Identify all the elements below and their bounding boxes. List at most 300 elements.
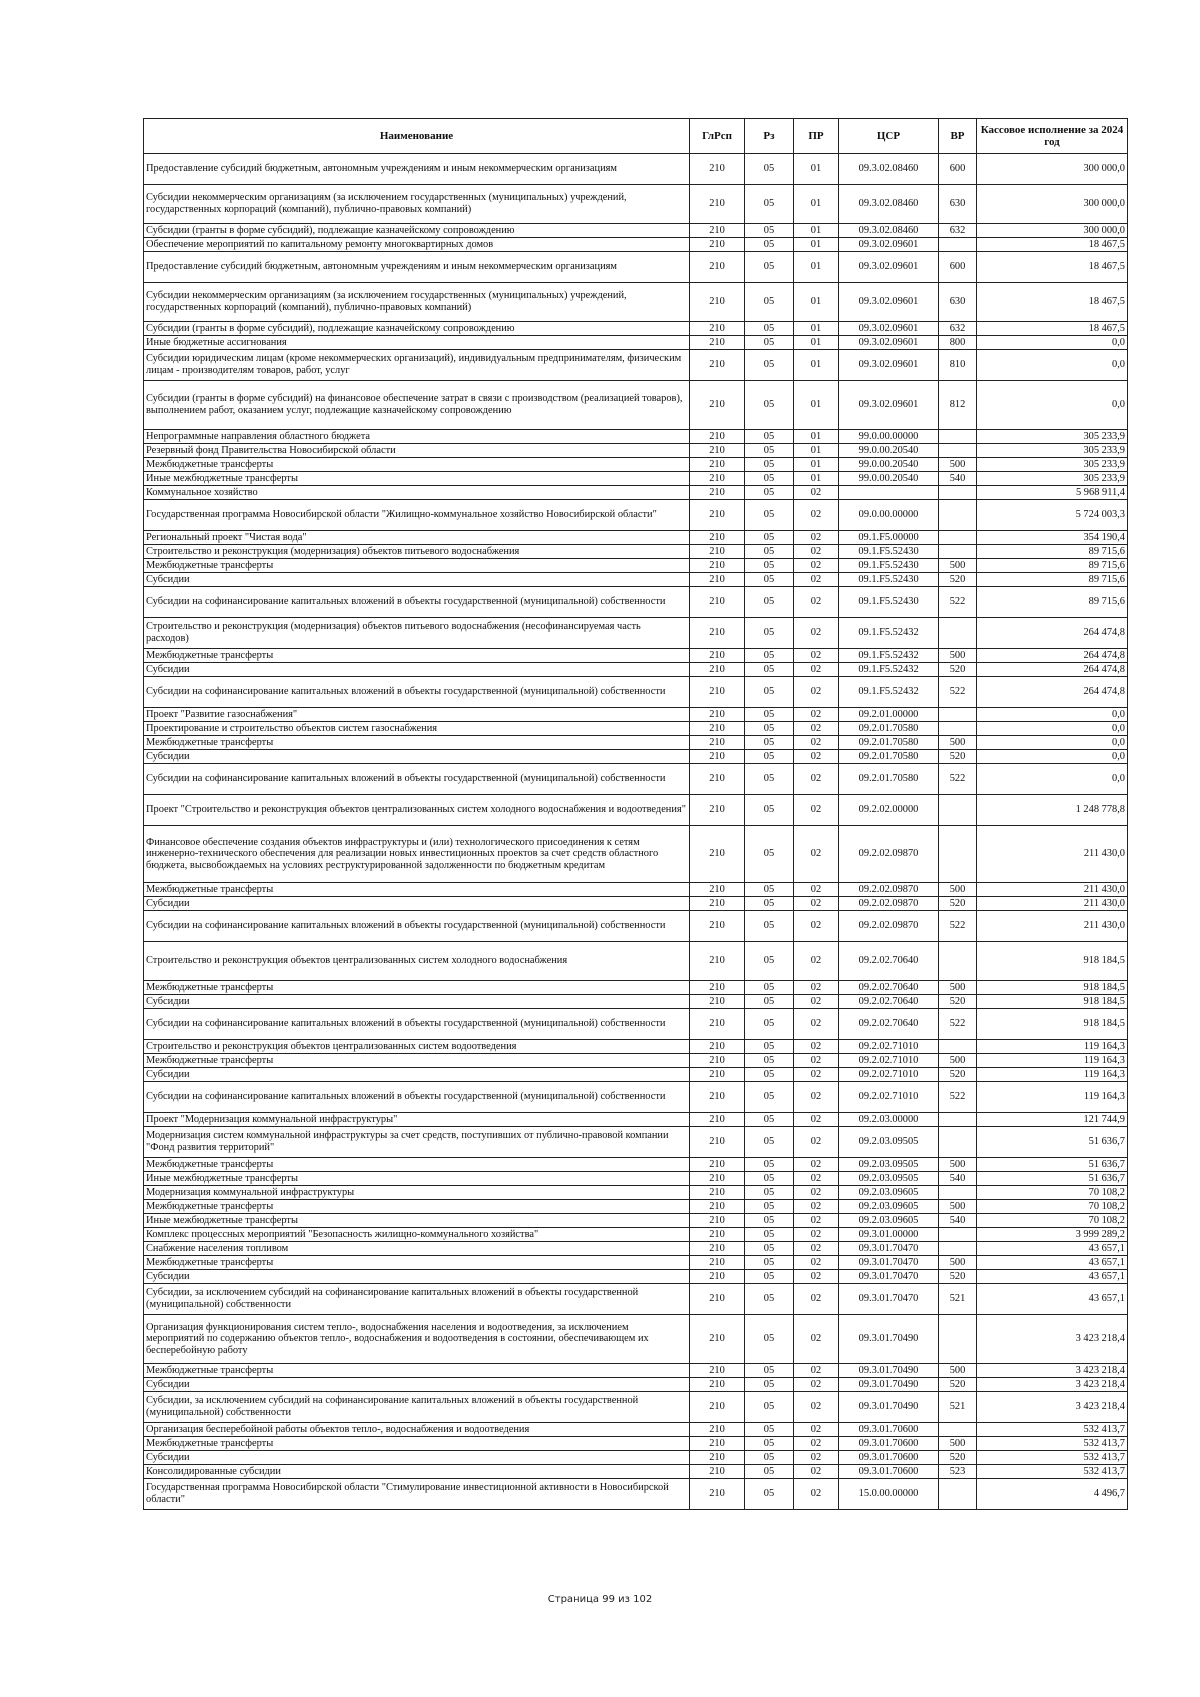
cell-vr: 500 <box>939 1437 977 1451</box>
cell-vr: 812 <box>939 381 977 430</box>
cell-rz: 05 <box>745 283 794 322</box>
cell-vr: 632 <box>939 322 977 336</box>
cell-pr: 02 <box>794 1479 839 1510</box>
cell-rz: 05 <box>745 1392 794 1423</box>
cell-name: Субсидии некоммерческим организациям (за исключением государственных (муниципальных) учреждений, государственных корпораций (компаний), публично-правовых компаний) <box>144 185 690 224</box>
cell-amount: 18 467,5 <box>977 283 1128 322</box>
table-row <box>144 722 1128 736</box>
cell-csr: 99.0.00.20540 <box>839 444 939 458</box>
cell-vr: 520 <box>939 1068 977 1082</box>
cell-glrsp: 210 <box>690 430 745 444</box>
cell-amount: 3 999 289,2 <box>977 1228 1128 1242</box>
cell-csr: 09.2.02.70640 <box>839 1009 939 1040</box>
table-row <box>144 1242 1128 1256</box>
table-row <box>144 472 1128 486</box>
cell-csr: 09.2.02.70640 <box>839 942 939 981</box>
cell-amount: 89 715,6 <box>977 573 1128 587</box>
cell-glrsp: 210 <box>690 708 745 722</box>
cell-glrsp: 210 <box>690 283 745 322</box>
cell-name: Субсидии <box>144 1451 690 1465</box>
cell-name: Межбюджетные трансферты <box>144 458 690 472</box>
cell-glrsp: 210 <box>690 252 745 283</box>
cell-rz: 05 <box>745 1228 794 1242</box>
cell-name: Резервный фонд Правительства Новосибирской области <box>144 444 690 458</box>
cell-vr: 632 <box>939 224 977 238</box>
cell-pr: 02 <box>794 1451 839 1465</box>
cell-rz: 05 <box>745 649 794 663</box>
table-row <box>144 1256 1128 1270</box>
cell-amount: 3 423 218,4 <box>977 1392 1128 1423</box>
cell-vr <box>939 545 977 559</box>
cell-rz: 05 <box>745 981 794 995</box>
table-row <box>144 573 1128 587</box>
cell-vr: 500 <box>939 1200 977 1214</box>
cell-pr: 02 <box>794 587 839 618</box>
cell-rz: 05 <box>745 750 794 764</box>
cell-name: Региональный проект "Чистая вода" <box>144 531 690 545</box>
cell-name: Субсидии (гранты в форме субсидий), подлежащие казначейскому сопровождению <box>144 322 690 336</box>
cell-amount: 305 233,9 <box>977 458 1128 472</box>
cell-pr: 02 <box>794 1242 839 1256</box>
cell-amount: 211 430,0 <box>977 911 1128 942</box>
cell-pr: 02 <box>794 618 839 649</box>
cell-amount: 51 636,7 <box>977 1127 1128 1158</box>
cell-csr: 09.1.F5.52432 <box>839 649 939 663</box>
table-row <box>144 663 1128 677</box>
cell-name: Иные межбюджетные трансферты <box>144 1214 690 1228</box>
cell-name: Непрограммные направления областного бюджета <box>144 430 690 444</box>
cell-glrsp: 210 <box>690 1158 745 1172</box>
cell-rz: 05 <box>745 722 794 736</box>
cell-rz: 05 <box>745 883 794 897</box>
cell-name: Межбюджетные трансферты <box>144 1364 690 1378</box>
cell-vr: 540 <box>939 472 977 486</box>
cell-glrsp: 210 <box>690 897 745 911</box>
cell-amount: 119 164,3 <box>977 1040 1128 1054</box>
cell-csr: 09.3.02.09601 <box>839 336 939 350</box>
table-row <box>144 444 1128 458</box>
cell-csr: 09.2.02.00000 <box>839 795 939 826</box>
cell-name: Комплекс процессных мероприятий "Безопасность жилищно-коммунального хозяйства" <box>144 1228 690 1242</box>
cell-vr: 521 <box>939 1392 977 1423</box>
cell-pr: 02 <box>794 1315 839 1364</box>
cell-rz: 05 <box>745 1200 794 1214</box>
cell-pr: 02 <box>794 1113 839 1127</box>
cell-glrsp: 210 <box>690 1437 745 1451</box>
cell-amount: 532 413,7 <box>977 1451 1128 1465</box>
cell-pr: 02 <box>794 911 839 942</box>
cell-pr: 02 <box>794 764 839 795</box>
cell-rz: 05 <box>745 322 794 336</box>
cell-glrsp: 210 <box>690 573 745 587</box>
cell-pr: 02 <box>794 1256 839 1270</box>
table-row <box>144 1451 1128 1465</box>
cell-vr <box>939 618 977 649</box>
cell-amount: 918 184,5 <box>977 981 1128 995</box>
cell-pr: 02 <box>794 750 839 764</box>
cell-vr: 500 <box>939 1256 977 1270</box>
table-row <box>144 531 1128 545</box>
cell-pr: 02 <box>794 663 839 677</box>
table-row <box>144 224 1128 238</box>
cell-name: Иные бюджетные ассигнования <box>144 336 690 350</box>
cell-rz: 05 <box>745 472 794 486</box>
cell-pr: 02 <box>794 1270 839 1284</box>
table-header-row <box>144 119 1128 154</box>
cell-vr: 522 <box>939 911 977 942</box>
table-row <box>144 1172 1128 1186</box>
cell-pr: 01 <box>794 444 839 458</box>
cell-glrsp: 210 <box>690 350 745 381</box>
table-row <box>144 618 1128 649</box>
cell-name: Межбюджетные трансферты <box>144 883 690 897</box>
cell-glrsp: 210 <box>690 942 745 981</box>
cell-vr <box>939 708 977 722</box>
table-row <box>144 1423 1128 1437</box>
cell-pr: 02 <box>794 1009 839 1040</box>
cell-vr: 522 <box>939 1009 977 1040</box>
header-glrsp: ГлРсп <box>690 119 745 154</box>
table-row <box>144 750 1128 764</box>
cell-glrsp: 210 <box>690 1256 745 1270</box>
header-amount: Кассовое исполнение за 2024 год <box>977 119 1128 154</box>
cell-vr: 500 <box>939 1364 977 1378</box>
cell-csr: 09.3.02.09601 <box>839 283 939 322</box>
table-row <box>144 322 1128 336</box>
cell-vr: 540 <box>939 1214 977 1228</box>
cell-name: Строительство и реконструкция (модернизация) объектов питьевого водоснабжения <box>144 545 690 559</box>
cell-csr: 09.2.02.09870 <box>839 911 939 942</box>
cell-amount: 89 715,6 <box>977 559 1128 573</box>
cell-amount: 18 467,5 <box>977 322 1128 336</box>
table-row <box>144 587 1128 618</box>
table-body <box>144 154 1128 1510</box>
cell-pr: 02 <box>794 722 839 736</box>
cell-amount: 0,0 <box>977 750 1128 764</box>
cell-rz: 05 <box>745 1214 794 1228</box>
cell-amount: 532 413,7 <box>977 1465 1128 1479</box>
table-row <box>144 1054 1128 1068</box>
cell-vr: 630 <box>939 185 977 224</box>
cell-csr: 09.2.02.71010 <box>839 1040 939 1054</box>
cell-rz: 05 <box>745 1127 794 1158</box>
cell-vr <box>939 444 977 458</box>
cell-rz: 05 <box>745 458 794 472</box>
cell-name: Государственная программа Новосибирской области "Жилищно-коммунальное хозяйство Новосибирской области" <box>144 500 690 531</box>
cell-csr: 09.2.02.09870 <box>839 883 939 897</box>
table-row <box>144 1200 1128 1214</box>
table-row <box>144 430 1128 444</box>
cell-rz: 05 <box>745 252 794 283</box>
cell-glrsp: 210 <box>690 911 745 942</box>
cell-amount: 211 430,0 <box>977 897 1128 911</box>
cell-amount: 300 000,0 <box>977 224 1128 238</box>
cell-name: Предоставление субсидий бюджетным, автономным учреждениям и иным некоммерческим организациям <box>144 154 690 185</box>
table-row <box>144 1479 1128 1510</box>
cell-vr: 520 <box>939 897 977 911</box>
cell-pr: 02 <box>794 995 839 1009</box>
cell-pr: 02 <box>794 1364 839 1378</box>
cell-rz: 05 <box>745 1186 794 1200</box>
cell-amount: 264 474,8 <box>977 618 1128 649</box>
cell-name: Субсидии, за исключением субсидий на софинансирование капитальных вложений в объекты государственной (муниципальной) собственности <box>144 1284 690 1315</box>
cell-name: Межбюджетные трансферты <box>144 559 690 573</box>
table-row <box>144 911 1128 942</box>
cell-name: Организация функционирования систем тепло-, водоснабжения населения и водоотведения, за исключением мероприятий по содержанию объектов тепло-, водоснабжения и водоотведения в состоянии, обеспечивающем их бесперебойную работу <box>144 1315 690 1364</box>
cell-name: Субсидии <box>144 573 690 587</box>
cell-pr: 02 <box>794 1465 839 1479</box>
cell-name: Межбюджетные трансферты <box>144 736 690 750</box>
cell-csr: 09.1.F5.52430 <box>839 573 939 587</box>
table-row <box>144 1437 1128 1451</box>
cell-csr: 09.3.01.00000 <box>839 1228 939 1242</box>
cell-rz: 05 <box>745 336 794 350</box>
cell-pr: 02 <box>794 1228 839 1242</box>
cell-rz: 05 <box>745 1068 794 1082</box>
cell-glrsp: 210 <box>690 559 745 573</box>
cell-pr: 02 <box>794 1423 839 1437</box>
cell-amount: 305 233,9 <box>977 430 1128 444</box>
cell-vr: 500 <box>939 883 977 897</box>
cell-name: Субсидии на софинансирование капитальных вложений в объекты государственной (муниципальной) собственности <box>144 1082 690 1113</box>
cell-name: Субсидии на софинансирование капитальных вложений в объекты государственной (муниципальной) собственности <box>144 764 690 795</box>
cell-amount: 3 423 218,4 <box>977 1378 1128 1392</box>
cell-pr: 01 <box>794 430 839 444</box>
cell-csr: 99.0.00.20540 <box>839 472 939 486</box>
cell-rz: 05 <box>745 573 794 587</box>
cell-rz: 05 <box>745 559 794 573</box>
page-number: Страница 99 из 102 <box>547 1594 653 1605</box>
cell-csr: 09.2.03.09505 <box>839 1158 939 1172</box>
cell-glrsp: 210 <box>690 883 745 897</box>
cell-rz: 05 <box>745 795 794 826</box>
cell-csr: 09.1.F5.52430 <box>839 559 939 573</box>
cell-vr <box>939 1423 977 1437</box>
cell-pr: 02 <box>794 545 839 559</box>
cell-pr: 01 <box>794 381 839 430</box>
cell-glrsp: 210 <box>690 1214 745 1228</box>
cell-rz: 05 <box>745 224 794 238</box>
cell-vr <box>939 1113 977 1127</box>
cell-pr: 02 <box>794 736 839 750</box>
table-row <box>144 1214 1128 1228</box>
cell-csr: 09.2.03.09505 <box>839 1127 939 1158</box>
cell-csr: 09.3.02.09601 <box>839 350 939 381</box>
cell-csr: 09.3.01.70490 <box>839 1378 939 1392</box>
cell-csr: 99.0.00.00000 <box>839 430 939 444</box>
cell-name: Обеспечение мероприятий по капитальному ремонту многоквартирных домов <box>144 238 690 252</box>
cell-amount: 3 423 218,4 <box>977 1364 1128 1378</box>
cell-vr: 500 <box>939 981 977 995</box>
cell-name: Иные межбюджетные трансферты <box>144 1172 690 1186</box>
cell-csr: 09.2.01.70580 <box>839 764 939 795</box>
table-row <box>144 1364 1128 1378</box>
cell-glrsp: 210 <box>690 545 745 559</box>
cell-name: Субсидии <box>144 897 690 911</box>
cell-csr: 09.1.F5.52432 <box>839 677 939 708</box>
cell-csr: 09.2.02.70640 <box>839 981 939 995</box>
cell-csr: 09.1.F5.52430 <box>839 587 939 618</box>
cell-name: Субсидии (гранты в форме субсидий), подлежащие казначейскому сопровождению <box>144 224 690 238</box>
cell-csr: 09.2.03.09505 <box>839 1172 939 1186</box>
cell-csr: 09.3.02.08460 <box>839 185 939 224</box>
cell-pr: 02 <box>794 1068 839 1082</box>
table-row <box>144 1082 1128 1113</box>
header-vr: ВР <box>939 119 977 154</box>
table-row <box>144 649 1128 663</box>
cell-name: Субсидии <box>144 750 690 764</box>
cell-amount: 300 000,0 <box>977 154 1128 185</box>
cell-amount: 43 657,1 <box>977 1270 1128 1284</box>
cell-glrsp: 210 <box>690 1479 745 1510</box>
cell-pr: 02 <box>794 1082 839 1113</box>
cell-vr <box>939 430 977 444</box>
cell-csr: 09.3.02.08460 <box>839 224 939 238</box>
cell-glrsp: 210 <box>690 795 745 826</box>
cell-rz: 05 <box>745 1423 794 1437</box>
cell-vr: 520 <box>939 995 977 1009</box>
cell-name: Модернизация систем коммунальной инфраструктуры за счет средств, поступивших от публично-правовой компании "Фонд развития территорий" <box>144 1127 690 1158</box>
cell-amount: 532 413,7 <box>977 1437 1128 1451</box>
cell-csr: 09.3.02.09601 <box>839 252 939 283</box>
cell-name: Модернизация коммунальной инфраструктуры <box>144 1186 690 1200</box>
cell-name: Строительство и реконструкция объектов централизованных систем водоотведения <box>144 1040 690 1054</box>
cell-glrsp: 210 <box>690 322 745 336</box>
cell-rz: 05 <box>745 618 794 649</box>
cell-glrsp: 210 <box>690 618 745 649</box>
cell-rz: 05 <box>745 663 794 677</box>
cell-vr: 600 <box>939 252 977 283</box>
cell-rz: 05 <box>745 500 794 531</box>
cell-glrsp: 210 <box>690 1423 745 1437</box>
cell-amount: 70 108,2 <box>977 1200 1128 1214</box>
cell-name: Проект "Развитие газоснабжения" <box>144 708 690 722</box>
cell-rz: 05 <box>745 911 794 942</box>
cell-glrsp: 210 <box>690 826 745 883</box>
cell-amount: 354 190,4 <box>977 531 1128 545</box>
cell-pr: 01 <box>794 283 839 322</box>
cell-pr: 02 <box>794 1200 839 1214</box>
cell-vr: 522 <box>939 587 977 618</box>
cell-amount: 119 164,3 <box>977 1068 1128 1082</box>
cell-pr: 02 <box>794 559 839 573</box>
cell-glrsp: 210 <box>690 154 745 185</box>
cell-pr: 01 <box>794 185 839 224</box>
cell-glrsp: 210 <box>690 764 745 795</box>
cell-pr: 02 <box>794 1392 839 1423</box>
cell-rz: 05 <box>745 531 794 545</box>
cell-amount: 3 423 218,4 <box>977 1315 1128 1364</box>
cell-amount: 211 430,0 <box>977 826 1128 883</box>
cell-amount: 4 496,7 <box>977 1479 1128 1510</box>
cell-pr: 02 <box>794 897 839 911</box>
cell-glrsp: 210 <box>690 663 745 677</box>
cell-pr: 02 <box>794 1437 839 1451</box>
cell-rz: 05 <box>745 1158 794 1172</box>
cell-name: Межбюджетные трансферты <box>144 649 690 663</box>
cell-glrsp: 210 <box>690 1127 745 1158</box>
cell-vr <box>939 1186 977 1200</box>
cell-rz: 05 <box>745 995 794 1009</box>
cell-csr: 09.2.01.70580 <box>839 750 939 764</box>
cell-vr: 810 <box>939 350 977 381</box>
cell-amount: 532 413,7 <box>977 1423 1128 1437</box>
cell-amount: 89 715,6 <box>977 587 1128 618</box>
cell-amount: 5 968 911,4 <box>977 486 1128 500</box>
cell-csr: 09.2.02.71010 <box>839 1082 939 1113</box>
cell-vr: 520 <box>939 663 977 677</box>
cell-pr: 02 <box>794 649 839 663</box>
cell-amount: 43 657,1 <box>977 1256 1128 1270</box>
cell-csr: 09.3.01.70490 <box>839 1392 939 1423</box>
cell-glrsp: 210 <box>690 981 745 995</box>
cell-name: Субсидии, за исключением субсидий на софинансирование капитальных вложений в объекты государственной (муниципальной) собственности <box>144 1392 690 1423</box>
cell-vr: 520 <box>939 1378 977 1392</box>
cell-glrsp: 210 <box>690 1054 745 1068</box>
cell-pr: 02 <box>794 500 839 531</box>
cell-rz: 05 <box>745 1172 794 1186</box>
cell-amount: 51 636,7 <box>977 1158 1128 1172</box>
cell-name: Субсидии <box>144 1378 690 1392</box>
table-row <box>144 1465 1128 1479</box>
table-row <box>144 154 1128 185</box>
cell-vr: 500 <box>939 736 977 750</box>
cell-amount: 89 715,6 <box>977 545 1128 559</box>
cell-amount: 0,0 <box>977 336 1128 350</box>
cell-glrsp: 210 <box>690 1068 745 1082</box>
cell-rz: 05 <box>745 486 794 500</box>
cell-amount: 0,0 <box>977 736 1128 750</box>
cell-rz: 05 <box>745 826 794 883</box>
cell-rz: 05 <box>745 1009 794 1040</box>
cell-amount: 119 164,3 <box>977 1082 1128 1113</box>
cell-csr: 09.0.00.00000 <box>839 500 939 531</box>
cell-glrsp: 210 <box>690 458 745 472</box>
cell-rz: 05 <box>745 381 794 430</box>
cell-csr: 09.2.01.70580 <box>839 736 939 750</box>
cell-amount: 121 744,9 <box>977 1113 1128 1127</box>
table-row <box>144 350 1128 381</box>
cell-amount: 264 474,8 <box>977 649 1128 663</box>
table-row <box>144 897 1128 911</box>
cell-vr <box>939 1479 977 1510</box>
table-row <box>144 1270 1128 1284</box>
table-row <box>144 1127 1128 1158</box>
cell-name: Межбюджетные трансферты <box>144 981 690 995</box>
cell-pr: 01 <box>794 458 839 472</box>
cell-rz: 05 <box>745 942 794 981</box>
cell-vr: 522 <box>939 764 977 795</box>
cell-rz: 05 <box>745 1270 794 1284</box>
table-row <box>144 185 1128 224</box>
cell-csr: 09.3.02.09601 <box>839 381 939 430</box>
cell-glrsp: 210 <box>690 1040 745 1054</box>
table-row <box>144 677 1128 708</box>
table-row <box>144 1009 1128 1040</box>
cell-csr <box>839 486 939 500</box>
cell-vr: 520 <box>939 1270 977 1284</box>
cell-csr: 09.3.01.70470 <box>839 1270 939 1284</box>
cell-csr: 09.2.02.70640 <box>839 995 939 1009</box>
table-row <box>144 486 1128 500</box>
cell-amount: 918 184,5 <box>977 942 1128 981</box>
cell-pr: 01 <box>794 224 839 238</box>
cell-glrsp: 210 <box>690 1242 745 1256</box>
cell-rz: 05 <box>745 764 794 795</box>
cell-vr: 521 <box>939 1284 977 1315</box>
table-row <box>144 942 1128 981</box>
cell-name: Государственная программа Новосибирской области "Стимулирование инвестиционной активности в Новосибирской области" <box>144 1479 690 1510</box>
